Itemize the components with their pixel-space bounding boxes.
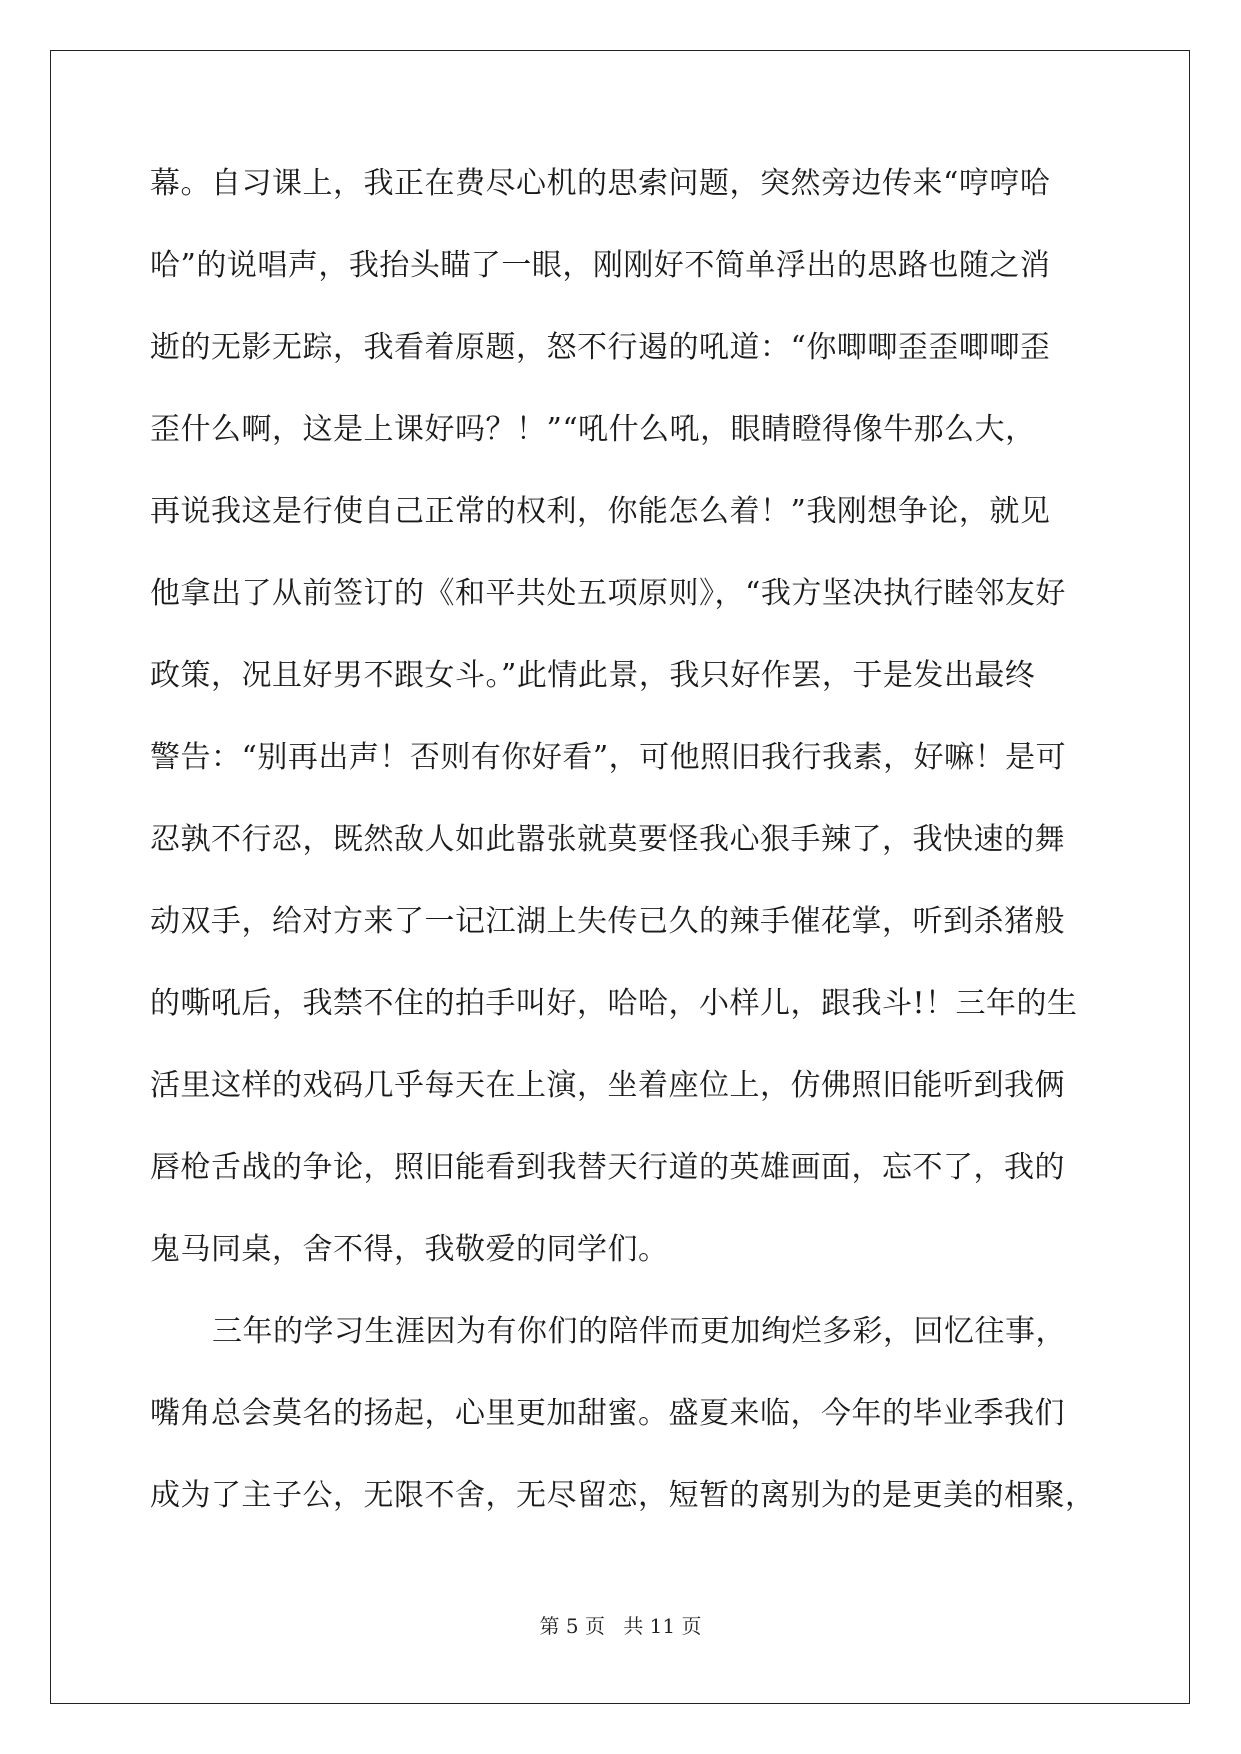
paragraph-1-line: 活里这样的戏码几乎每天在上演，坐着座位上，仿佛照旧能听到我俩 [150, 1068, 1065, 1103]
paragraph-2-line: 三年的学习生涯因为有你们的陪伴而更加绚烂多彩，回忆往事， [212, 1314, 1066, 1349]
paragraph-1-line: 警告：“别再出声！否则有你好看”，可他照旧我行我素，好嘛！是可 [150, 740, 1067, 775]
paragraph-1-line: 政策，况且好男不跟女斗。”此情此景，我只好作罢，于是发出最终 [150, 658, 1036, 693]
paragraph-1-line: 忍孰不行忍，既然敌人如此嚣张就莫要怪我心狠手辣了，我快速的舞 [150, 822, 1065, 857]
paragraph-1-line: 哈”的说唱声，我抬头瞄了一眼，刚刚好不简单浮出的思路也随之消 [150, 248, 1051, 283]
paragraph-1-line: 鬼马同桌，舍不得，我敬爱的同学们。 [150, 1232, 669, 1267]
paragraph-1-line: 逝的无影无踪，我看着原题，怒不行遏的吼道：“你唧唧歪歪唧唧歪 [150, 330, 1051, 365]
paragraph-1-line: 动双手，给对方来了一记江湖上失传已久的辣手催花掌，听到杀猪般 [150, 904, 1065, 939]
page-total: 共 11 页 [623, 1614, 702, 1638]
paragraph-1-line: 歪什么啊，这是上课好吗？！”“吼什么吼，眼睛瞪得像牛那么大， [150, 412, 1036, 447]
paragraph-2-line: 成为了主子公，无限不舍，无尽留恋，短暂的离别为的是更美的相聚， [150, 1478, 1096, 1513]
paragraph-1-line: 唇枪舌战的争论，照旧能看到我替天行道的英雄画面，忘不了，我的 [150, 1150, 1065, 1185]
paragraph-1-line: 的嘶吼后，我禁不住的拍手叫好，哈哈，小样儿，跟我斗!！三年的生 [150, 986, 1078, 1021]
document-body [150, 155, 1100, 1549]
page-number: 第 5 页 [539, 1614, 605, 1638]
page-footer [0, 1610, 1241, 1639]
paragraph-1-line: 他拿出了从前签订的《和平共处五项原则》，“我方坚决执行睦邻友好 [150, 576, 1066, 611]
paragraph-1-line: 幕。自习课上，我正在费尽心机的思索问题，突然旁边传来“哼哼哈 [150, 166, 1051, 201]
paragraph-1-line: 再说我这是行使自己正常的权利，你能怎么着！”我刚想争论，就见 [150, 494, 1051, 529]
paragraph-2-line: 嘴角总会莫名的扬起，心里更加甜蜜。盛夏来临，今年的毕业季我们 [150, 1396, 1065, 1431]
